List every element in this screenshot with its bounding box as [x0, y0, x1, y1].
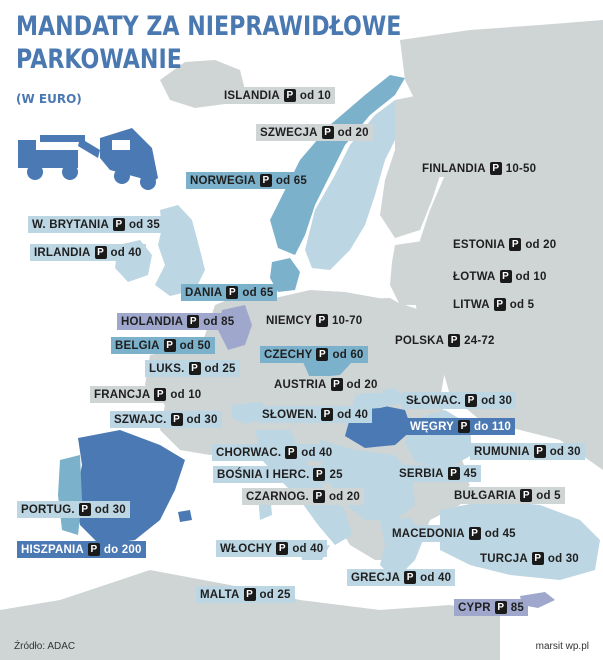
fine-amount: od 20	[328, 490, 360, 503]
country-name: LUKS.	[149, 362, 185, 375]
parking-icon: P	[284, 89, 296, 102]
fine-amount: od 20	[346, 378, 378, 391]
label-serbia	[395, 465, 481, 482]
label-montenegro	[242, 488, 364, 505]
fine-amount: od 85	[203, 315, 235, 328]
country-name: WŁOCHY	[220, 542, 273, 555]
country-name: TURCJA	[480, 552, 528, 565]
parking-icon: P	[520, 489, 532, 502]
subtitle: (W EURO)	[16, 92, 82, 106]
country-name: CZECHY	[264, 348, 313, 361]
country-name: MALTA	[200, 588, 240, 601]
parking-icon: P	[79, 503, 91, 516]
label-spain	[17, 541, 146, 558]
parking-icon: P	[88, 543, 100, 556]
fine-amount: od 40	[420, 571, 452, 584]
parking-icon: P	[276, 542, 288, 555]
parking-icon: P	[189, 362, 201, 375]
parking-icon: P	[187, 315, 199, 328]
fine-amount: od 25	[259, 588, 291, 601]
fine-amount: od 10	[515, 270, 547, 283]
label-ireland	[30, 244, 146, 261]
fine-amount: do 110	[474, 420, 512, 433]
fine-amount: od 40	[110, 246, 142, 259]
parking-icon: P	[490, 162, 502, 175]
parking-icon: P	[260, 174, 272, 187]
parking-icon: P	[316, 348, 328, 361]
label-great-britain	[28, 216, 164, 233]
title-line-1: MANDATY ZA NIEPRAWIDŁOWE	[16, 11, 402, 42]
parking-icon: P	[494, 298, 506, 311]
parking-icon: P	[316, 314, 328, 327]
parking-icon: P	[448, 334, 460, 347]
country-name: CHORWAC.	[216, 446, 282, 459]
country-name: POLSKA	[395, 334, 445, 347]
fine-amount: od 20	[337, 126, 369, 139]
parking-icon: P	[534, 445, 546, 458]
label-bosnia	[213, 466, 347, 483]
label-romania	[470, 443, 585, 460]
fine-amount: 25	[329, 468, 343, 481]
source-note: Źródło: ADAC	[14, 641, 76, 652]
label-italy	[216, 540, 327, 557]
fine-amount: 10-70	[331, 314, 363, 327]
label-france	[90, 386, 205, 403]
fine-amount: 45	[463, 467, 477, 480]
parking-icon: P	[313, 468, 325, 481]
country-name: ŁOTWA	[453, 270, 496, 283]
spain-shape	[76, 430, 185, 545]
country-name: SZWAJC.	[114, 413, 167, 426]
parking-icon: P	[500, 270, 512, 283]
parking-icon: P	[171, 413, 183, 426]
fine-amount: od 40	[301, 446, 333, 459]
label-netherlands	[117, 313, 238, 330]
fine-amount: od 30	[549, 445, 581, 458]
label-luxembourg	[145, 360, 240, 377]
fine-amount: 24-72	[464, 334, 495, 347]
country-name: ESTONIA	[453, 238, 506, 251]
country-name: NORWEGIA	[190, 174, 256, 187]
parking-icon: P	[244, 588, 256, 601]
country-name: HISZPANIA	[21, 543, 84, 556]
parking-icon: P	[404, 571, 416, 584]
fine-amount: od 45	[484, 527, 516, 540]
label-austria	[270, 376, 382, 393]
country-name: FINLANDIA	[422, 162, 486, 175]
balearic-shape	[178, 510, 192, 522]
fine-amount: od 40	[337, 408, 369, 421]
credit-note: marsit wp.pl	[535, 641, 589, 652]
country-name: BUŁGARIA	[454, 489, 517, 502]
fine-amount: od 20	[525, 238, 557, 251]
parking-icon: P	[458, 420, 470, 433]
country-name: BELGIA	[115, 339, 160, 352]
label-estonia	[449, 236, 560, 253]
fine-amount: od 30	[186, 413, 218, 426]
fine-amount: od 30	[94, 503, 126, 516]
country-name: FRANCJA	[94, 388, 151, 401]
label-hungary	[406, 418, 515, 435]
portugal-shape	[58, 455, 82, 535]
tow-truck-icon	[18, 128, 158, 190]
country-name: GRECJA	[351, 571, 401, 584]
country-name: W. BRYTANIA	[32, 218, 109, 231]
country-name: NIEMCY	[266, 314, 312, 327]
parking-icon: P	[509, 238, 521, 251]
fine-amount: od 5	[536, 489, 561, 502]
parking-icon: P	[495, 601, 507, 614]
parking-icon: P	[321, 408, 333, 421]
parking-icon: P	[532, 552, 544, 565]
country-name: MACEDONIA	[392, 527, 465, 540]
label-turkey	[476, 550, 583, 567]
fine-amount: od 50	[179, 339, 211, 352]
label-denmark	[181, 284, 277, 301]
country-name: BOŚNIA I HERC.	[217, 468, 310, 481]
fine-amount: do 200	[103, 543, 142, 556]
fine-amount: od 30	[481, 394, 513, 407]
country-name: ISLANDIA	[224, 89, 280, 102]
parking-icon: P	[113, 218, 125, 231]
label-greece	[347, 569, 455, 586]
country-name: IRLANDIA	[34, 246, 91, 259]
fine-amount: 10-50	[505, 162, 537, 175]
parking-icon: P	[313, 490, 325, 503]
country-name: RUMUNIA	[474, 445, 530, 458]
label-cyprus	[454, 599, 528, 616]
label-lithuania	[449, 296, 538, 313]
fine-amount: od 65	[275, 174, 307, 187]
country-name: AUSTRIA	[274, 378, 327, 391]
parking-icon: P	[465, 394, 477, 407]
country-name: LITWA	[453, 298, 490, 311]
label-slovenia	[258, 406, 372, 423]
country-name: SŁOWEN.	[262, 408, 318, 421]
label-belgium	[111, 337, 215, 354]
parking-icon: P	[226, 286, 238, 299]
country-name: WĘGRY	[410, 420, 455, 433]
fine-amount: od 65	[242, 286, 274, 299]
country-name: CYPR	[458, 601, 491, 614]
label-latvia	[449, 268, 551, 285]
label-poland	[391, 332, 499, 349]
fine-amount: od 60	[332, 348, 364, 361]
label-norway	[186, 172, 311, 189]
label-finland	[418, 160, 540, 177]
country-name: PORTUG.	[21, 503, 75, 516]
country-name: SERBIA	[399, 467, 444, 480]
label-slovakia	[402, 392, 516, 409]
parking-icon: P	[285, 446, 297, 459]
parking-icon: P	[469, 527, 481, 540]
label-croatia	[212, 444, 336, 461]
label-macedonia	[388, 525, 520, 542]
label-bulgaria	[450, 487, 565, 504]
parking-icon: P	[95, 246, 107, 259]
parking-icon: P	[154, 388, 166, 401]
fine-amount: od 35	[128, 218, 160, 231]
parking-icon: P	[164, 339, 176, 352]
parking-icon: P	[331, 378, 343, 391]
label-malta	[196, 586, 295, 603]
fine-amount: od 30	[547, 552, 579, 565]
title-line-2: PARKOWANIE	[16, 44, 182, 75]
label-sweden	[256, 124, 373, 141]
label-iceland	[220, 87, 335, 104]
country-name: CZARNOG.	[246, 490, 309, 503]
label-portugal	[17, 501, 130, 518]
fine-amount: od 40	[292, 542, 324, 555]
country-name: SŁOWAC.	[406, 394, 462, 407]
label-germany	[262, 312, 366, 329]
fine-amount: od 10	[170, 388, 202, 401]
parking-icon: P	[448, 467, 460, 480]
label-czechia	[260, 346, 368, 363]
fine-amount: od 5	[509, 298, 535, 311]
fine-amount: od 25	[204, 362, 236, 375]
label-switzerland	[110, 411, 222, 428]
country-name: DANIA	[185, 286, 223, 299]
country-name: SZWECJA	[260, 126, 318, 139]
parking-icon: P	[322, 126, 334, 139]
country-name: HOLANDIA	[121, 315, 184, 328]
page-title	[16, 10, 401, 76]
fine-amount: od 10	[299, 89, 331, 102]
fine-amount: 85	[510, 601, 524, 614]
